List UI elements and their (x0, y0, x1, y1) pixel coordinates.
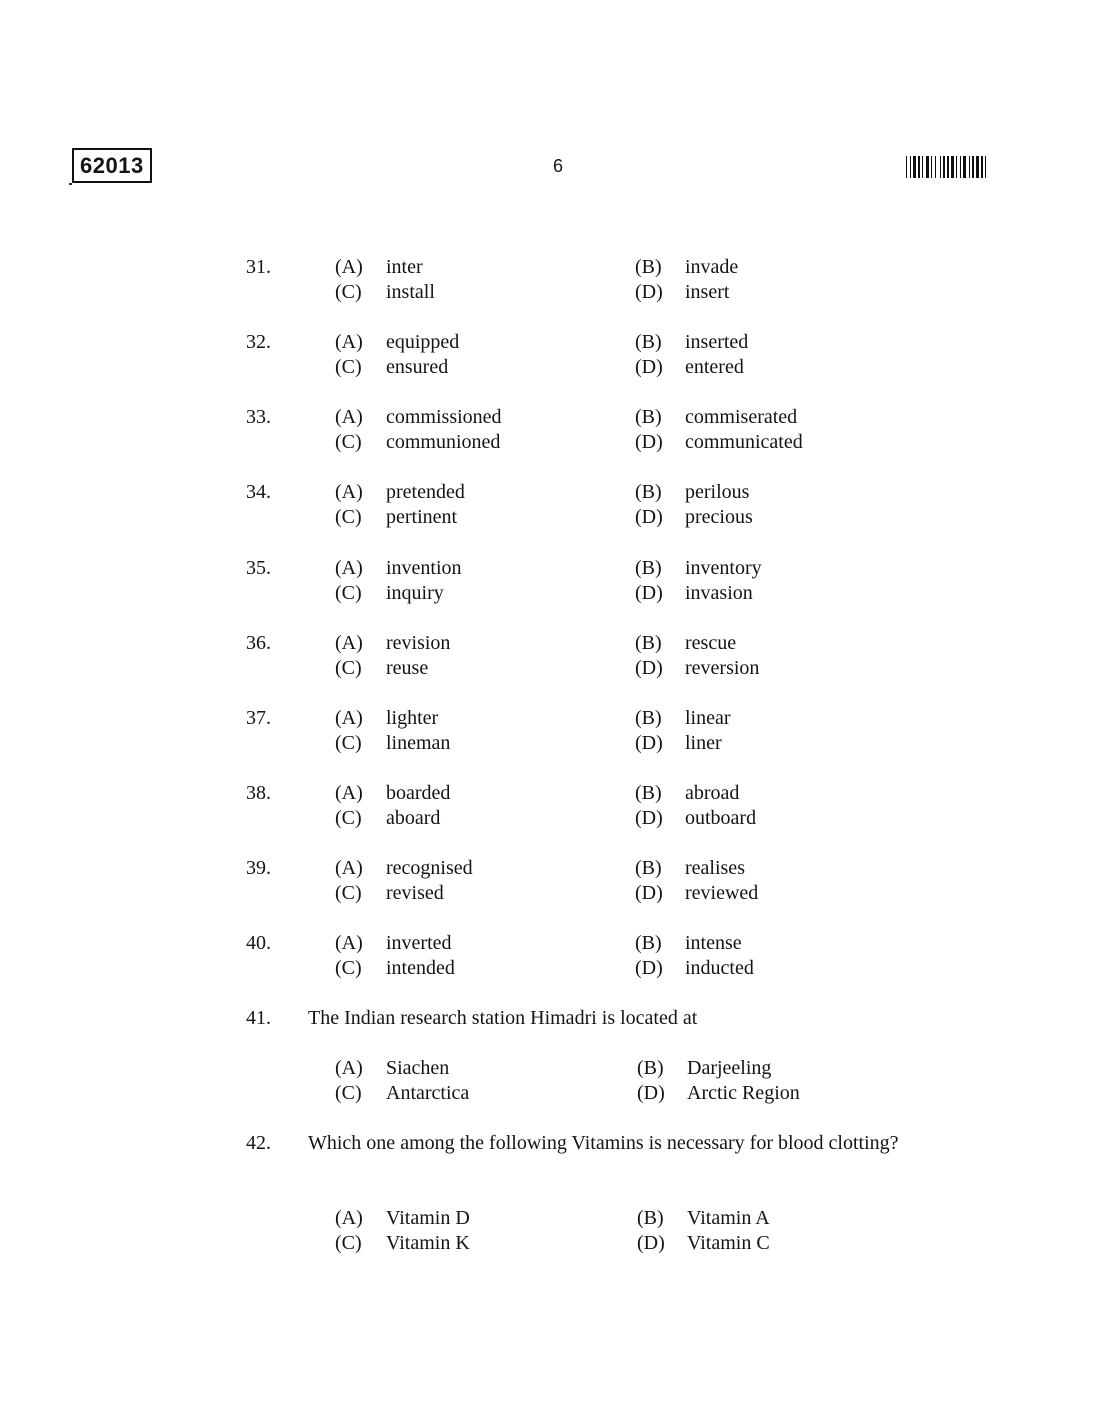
option-text-b: invade (685, 256, 739, 278)
option-label-b: (B) (635, 256, 662, 278)
option-text-a: inverted (386, 932, 452, 954)
option-text-d: entered (685, 356, 744, 378)
option-label-d: (D) (635, 506, 663, 528)
option-label-a: (A) (335, 557, 363, 579)
option-text-a: boarded (386, 782, 451, 804)
option-label-c: (C) (335, 807, 362, 829)
option-text-b: inserted (685, 331, 749, 353)
option-label-b: (B) (635, 782, 662, 804)
option-label-a: (A) (335, 331, 363, 353)
option-label-c: (C) (335, 582, 362, 604)
question-number: 33. (246, 406, 271, 428)
option-text-c: reuse (386, 657, 429, 679)
question-number: 36. (246, 632, 271, 654)
option-text-c: inquiry (386, 582, 444, 604)
option-text-c: Vitamin K (386, 1232, 470, 1254)
option-text-c: lineman (386, 732, 451, 754)
option-text-a: invention (386, 557, 462, 579)
option-text-d: Arctic Region (687, 1082, 800, 1104)
option-label-b: (B) (635, 481, 662, 503)
option-label-d: (D) (635, 431, 663, 453)
option-label-a: (A) (335, 632, 363, 654)
option-label-b: (B) (635, 857, 662, 879)
option-text-d: invasion (685, 582, 753, 604)
option-text-b: abroad (685, 782, 740, 804)
option-text-d: Vitamin C (687, 1232, 770, 1254)
option-label-c: (C) (335, 882, 362, 904)
mark-dot (69, 183, 72, 185)
option-label-c: (C) (335, 657, 362, 679)
option-text-d: communicated (685, 431, 803, 453)
option-text-c: communioned (386, 431, 501, 453)
option-text-d: reviewed (685, 882, 759, 904)
option-text-d: outboard (685, 807, 757, 829)
paper-code-box (72, 148, 152, 183)
option-text-c: revised (386, 882, 444, 904)
option-label-a: (A) (335, 1207, 363, 1229)
option-label-d: (D) (635, 807, 663, 829)
option-text-d: inducted (685, 957, 754, 979)
page-number: 6 (552, 156, 563, 176)
option-label-d: (D) (635, 281, 663, 303)
barcode-icon (906, 156, 1040, 178)
option-label-a: (A) (335, 406, 363, 428)
option-text-b: inventory (685, 557, 762, 579)
option-label-a: (A) (335, 782, 363, 804)
option-label-c: (C) (335, 957, 362, 979)
option-text-d: precious (685, 506, 753, 528)
option-label-c: (C) (335, 732, 362, 754)
option-label-b: (B) (635, 406, 662, 428)
option-text-c: ensured (386, 356, 449, 378)
option-text-b: linear (685, 707, 731, 729)
option-label-d: (D) (635, 957, 663, 979)
question-number: 37. (246, 707, 271, 729)
option-label-c: (C) (335, 356, 362, 378)
option-label-b: (B) (635, 632, 662, 654)
option-text-c: aboard (386, 807, 441, 829)
paper-code: 62013 (80, 153, 144, 178)
option-text-b: intense (685, 932, 742, 954)
question-stem: Which one among the following Vitamins is necessary for blood clotting? (308, 1132, 899, 1154)
question-stem: The Indian research station Himadri is located at (308, 1007, 698, 1029)
option-label-b: (B) (637, 1207, 664, 1229)
question-number: 42. (246, 1132, 271, 1154)
option-label-c: (C) (335, 506, 362, 528)
question-number: 38. (246, 782, 271, 804)
option-label-d: (D) (635, 732, 663, 754)
option-label-a: (A) (335, 256, 363, 278)
question-number: 34. (246, 481, 271, 503)
option-label-a: (A) (335, 707, 363, 729)
option-text-b: Darjeeling (687, 1057, 772, 1079)
option-label-c: (C) (335, 431, 362, 453)
option-label-b: (B) (637, 1057, 664, 1079)
option-text-d: liner (685, 732, 722, 754)
option-text-b: realises (685, 857, 745, 879)
option-text-b: rescue (685, 632, 737, 654)
option-text-d: reversion (685, 657, 760, 679)
option-label-b: (B) (635, 932, 662, 954)
option-text-c: install (386, 281, 435, 303)
question-number: 31. (246, 256, 271, 278)
option-label-a: (A) (335, 481, 363, 503)
option-label-b: (B) (635, 707, 662, 729)
option-label-a: (A) (335, 1057, 363, 1079)
option-text-c: pertinent (386, 506, 458, 528)
option-text-b: Vitamin A (687, 1207, 770, 1229)
option-text-a: recognised (386, 857, 473, 879)
option-text-c: Antarctica (386, 1082, 470, 1104)
option-label-d: (D) (635, 882, 663, 904)
option-text-a: commissioned (386, 406, 502, 428)
option-text-a: Siachen (386, 1057, 450, 1079)
option-label-d: (D) (635, 657, 663, 679)
option-label-d: (D) (635, 582, 663, 604)
option-text-a: lighter (386, 707, 439, 729)
option-label-c: (C) (335, 281, 362, 303)
option-label-a: (A) (335, 857, 363, 879)
question-number: 40. (246, 932, 271, 954)
option-label-c: (C) (335, 1082, 362, 1104)
option-label-b: (B) (635, 557, 662, 579)
option-text-a: equipped (386, 331, 460, 353)
option-text-d: insert (685, 281, 730, 303)
option-text-a: inter (386, 256, 423, 278)
option-label-a: (A) (335, 932, 363, 954)
option-text-a: revision (386, 632, 451, 654)
option-label-c: (C) (335, 1232, 362, 1254)
option-text-b: perilous (685, 481, 750, 503)
question-number: 35. (246, 557, 271, 579)
option-label-d: (D) (637, 1082, 665, 1104)
option-text-b: commiserated (685, 406, 798, 428)
question-number: 32. (246, 331, 271, 353)
option-text-a: pretended (386, 481, 465, 503)
option-text-c: intended (386, 957, 455, 979)
option-label-d: (D) (637, 1232, 665, 1254)
option-label-d: (D) (635, 356, 663, 378)
question-number: 41. (246, 1007, 271, 1029)
option-label-b: (B) (635, 331, 662, 353)
option-text-a: Vitamin D (386, 1207, 470, 1229)
question-number: 39. (246, 857, 271, 879)
